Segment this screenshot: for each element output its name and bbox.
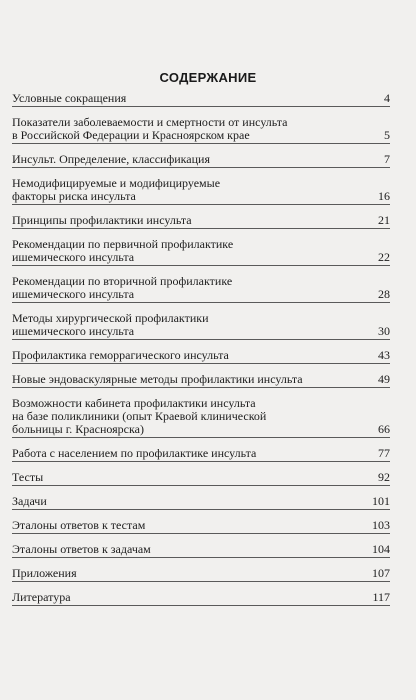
toc-entry-title: Рекомендации по первичной профилактике ишемического инсульта xyxy=(12,237,234,264)
toc-entry-page: 117 xyxy=(372,590,390,604)
toc-entry xyxy=(12,177,390,205)
toc-entry xyxy=(12,373,390,388)
toc-entry-page: 101 xyxy=(372,494,390,508)
toc-entry xyxy=(12,312,390,340)
toc-entry-page: 16 xyxy=(378,189,390,203)
toc-entry-title: Инсульт. Определение, классификация xyxy=(12,152,210,166)
toc-entry-title: Эталоны ответов к тестам xyxy=(12,518,146,532)
toc-entry xyxy=(12,567,390,582)
toc-entry xyxy=(12,591,390,606)
toc-entry-page: 30 xyxy=(378,324,390,338)
toc-entry-page: 5 xyxy=(384,128,390,142)
toc-entry xyxy=(12,275,390,303)
toc-entry xyxy=(12,543,390,558)
toc-entry xyxy=(12,397,390,438)
toc-entry-title: Эталоны ответов к задачам xyxy=(12,542,151,556)
toc-entry-title: Новые эндоваскулярные методы профилактики инсульта xyxy=(12,372,303,386)
toc-entry-title: Немодифицируемые и модифицируемые факторы риска инсульта xyxy=(12,176,221,203)
toc-entry-page: 22 xyxy=(378,250,390,264)
toc-entry-page: 103 xyxy=(372,518,390,532)
toc-entry-page: 43 xyxy=(378,348,390,362)
toc-entry-page: 66 xyxy=(378,422,390,436)
toc-entry xyxy=(12,519,390,534)
toc-entry xyxy=(12,495,390,510)
toc-entry-page: 107 xyxy=(372,566,390,580)
toc-entry-page: 7 xyxy=(384,152,390,166)
toc-entry-title: Показатели заболеваемости и смертности от инсульта в Российской Федерации и Красноярском крае xyxy=(12,115,288,142)
toc-entry-title: Задачи xyxy=(12,494,47,508)
toc-entry-page: 49 xyxy=(378,372,390,386)
toc-entry-page: 21 xyxy=(378,213,390,227)
toc-entry-title: Профилактика геморрагического инсульта xyxy=(12,348,229,362)
toc-entry xyxy=(12,92,390,107)
table-of-contents xyxy=(12,92,390,615)
toc-entry-page: 92 xyxy=(378,470,390,484)
toc-entry xyxy=(12,349,390,364)
toc-entry-page: 4 xyxy=(384,91,390,105)
toc-entry-title: Принципы профилактики инсульта xyxy=(12,213,192,227)
toc-entry-title: Условные сокращения xyxy=(12,91,127,105)
toc-entry-title: Методы хирургической профилактики ишемического инсульта xyxy=(12,311,209,338)
toc-entry-title: Приложения xyxy=(12,566,77,580)
toc-entry xyxy=(12,153,390,168)
toc-entry-title: Возможности кабинета профилактики инсульта на базе поликлиники (опыт Краевой клинической больницы г. Красноярска) xyxy=(12,396,267,436)
toc-entry xyxy=(12,238,390,266)
toc-entry-page: 77 xyxy=(378,446,390,460)
toc-entry xyxy=(12,214,390,229)
toc-entry-title: Рекомендации по вторичной профилактике ишемического инсульта xyxy=(12,274,233,301)
toc-entry xyxy=(12,116,390,144)
toc-entry-page: 104 xyxy=(372,542,390,556)
toc-entry-title: Работа с населением по профилактике инсульта xyxy=(12,446,257,460)
page-title: СОДЕРЖАНИЕ xyxy=(159,70,257,85)
toc-entry xyxy=(12,471,390,486)
toc-entry-page: 28 xyxy=(378,287,390,301)
toc-entry-title: Литература xyxy=(12,590,71,604)
toc-entry xyxy=(12,447,390,462)
toc-entry-title: Тесты xyxy=(12,470,44,484)
